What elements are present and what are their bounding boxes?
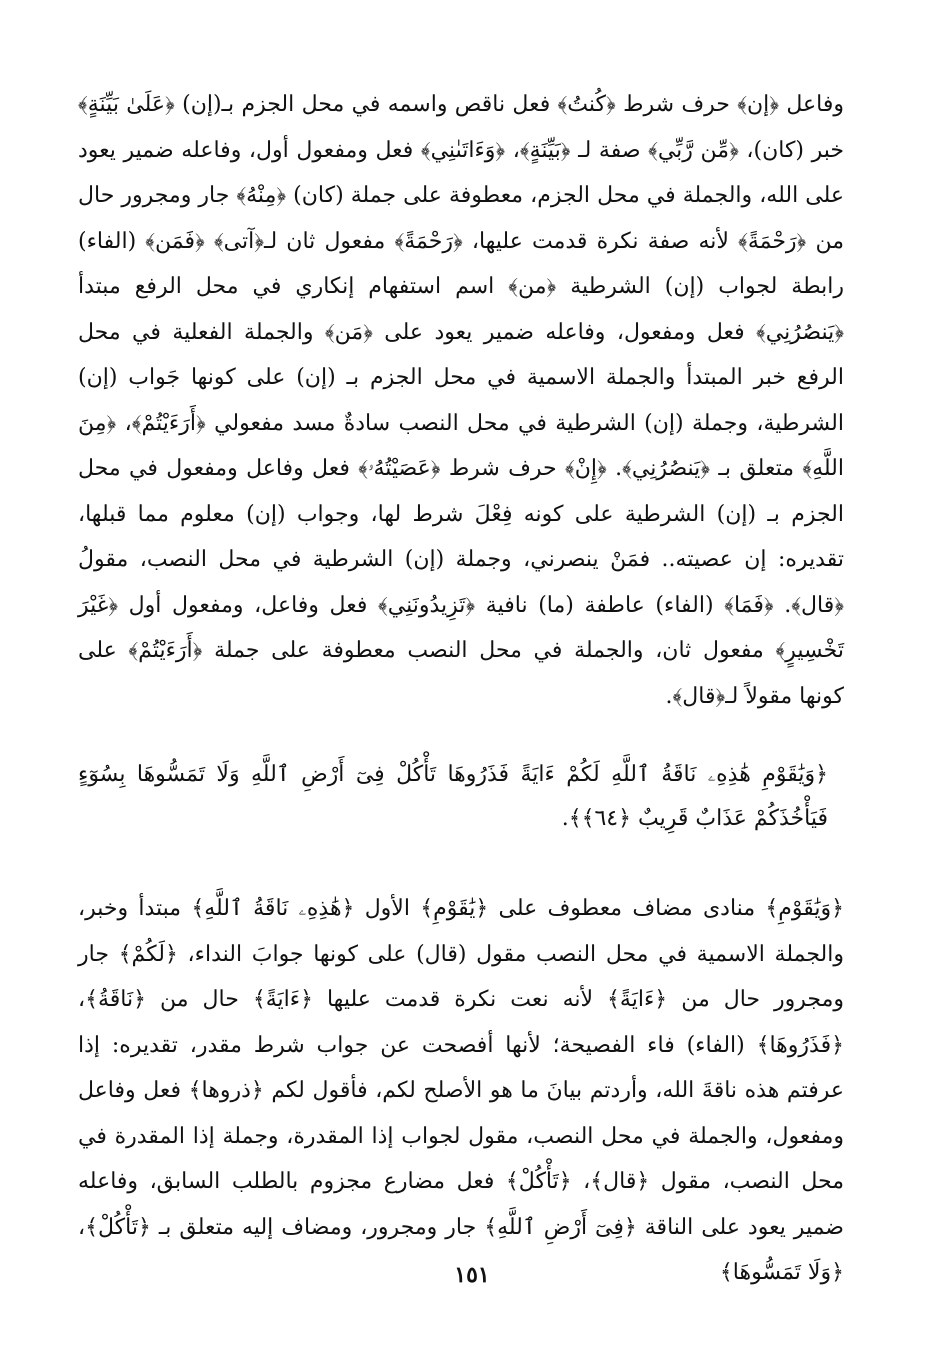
quran-verse: ﴿وَيَٰقَوْمِ هَٰذِهِۦ نَاقَةُ ٱللَّهِ لَكُمْ ءَايَةً فَذَرُوهَا تَأْكُلْ فِىٓ أَرْضِ ٱللَّهِ وَلَا تَمَسُّوهَا بِسُوٓءٍ فَيَأْخُذَكُمْ عَذَابٌ قَرِيبٌ ﴿٦٤﴾﴾. <box>78 762 828 831</box>
page-body <box>78 82 844 1318</box>
page-number: ١٥١ <box>454 1262 490 1288</box>
paragraph-2: ﴿وَيَٰقَوْمِ﴾ منادى مضاف معطوف على ﴿يَٰقَوْمِ﴾ الأول ﴿هَٰذِهِۦ نَاقَةُ ٱللَّهِ﴾ مبتدأ وخبر، والجملة الاسمية في محل النصب مقول (قال) على كونها جوابَ النداء، ﴿لَكُمْ﴾ جار ومجرور حال من ﴿ءَايَةً﴾ لأنه نعت نكرة قدمت عليها ﴿ءَايَةً﴾ حال من ﴿نَاقَةُ﴾، ﴿فَذَرُوهَا﴾ (الفاء) فاء الفصيحة؛ لأنها أفصحت عن جواب شرط مقدر، تقديره: إذا عرفتم هذه ناقةَ الله، وأردتم بيانَ ما هو الأصلح لكم، فأقول لكم ﴿ذروها﴾ فعل وفاعل ومفعول، والجملة في محل النصب، مقول لجواب إذا المقدرة، وجملة إذا المقدرة في محل النصب، مقول ﴿قال﴾، ﴿تَأْكُلْ﴾ فعل مضارع مجزوم بالطلب السابق، وفاعله ضمير يعود على الناقة ﴿فِىٓ أَرْضِ ٱللَّهِ﴾ جار ومجرور، ومضاف إليه متعلق بـ ﴿تَأْكُلْ﴾، ﴿وَلَا تَمَسُّوهَا﴾ <box>78 896 844 1285</box>
paragraph-1: وفاعل ﴿إن﴾ حرف شرط ﴿كُنتُ﴾ فعل ناقص واسمه في محل الجزم بـ(إن) ﴿عَلَىٰ بَيِّنَةٍ﴾ خبر (كان)، ﴿مِّن رَّبِّي﴾ صفة لـ ﴿بَيِّنَةٍ﴾، ﴿وَءَاتَىٰنِي﴾ فعل ومفعول أول، وفاعله ضمير يعود على الله، والجملة في محل الجزم، معطوفة على جملة (كان) ﴿مِنْهُ﴾ جار ومجرور حال من ﴿رَحْمَةً﴾ لأنه صفة نكرة قدمت عليها، ﴿رَحْمَةً﴾ مفعول ثان لـ﴿آتى﴾ ﴿فَمَن﴾ (الفاء) رابطة لجواب (إن) الشرطية ﴿من﴾ اسم استفهام إنكاري في محل الرفع مبتدأ ﴿يَنصُرُنِي﴾ فعل ومفعول، وفاعله ضمير يعود على ﴿مَن﴾ والجملة الفعلية في محل الرفع خبر المبتدأ والجملة الاسمية في محل الجزم بـ (إن) على كونها جَواب (إن) الشرطية، وجملة (إن) الشرطية في محل النصب سادةٌ مسد مفعولي ﴿أَرَءَيْتُمْ﴾، ﴿مِنَ اللَّهِ﴾ متعلق بـ ﴿يَنصُرُنِي﴾. ﴿إِنْ﴾ حرف شرط ﴿عَصَيْتُهُۥ﴾ فعل وفاعل ومفعول في محل الجزم بـ (إن) الشرطية على كونه فِعْلَ شرط لها، وجواب (إن) معلوم مما قبلها، تقديره: إن عصيته.. فمَنْ ينصرني، وجملة (إن) الشرطية في محل النصب، مقولُ ﴿قال﴾. ﴿فَمَا﴾ (الفاء) عاطفة (ما) نافية ﴿تَزِيدُونَنِي﴾ فعل وفاعل، ومفعول أول ﴿غَيْرَ تَخْسِيرٍ﴾ مفعول ثان، والجملة في محل النصب معطوفة على جملة ﴿أَرَءَيْتُمْ﴾ على كونها مقولاً لـ﴿قال﴾. <box>78 92 844 709</box>
